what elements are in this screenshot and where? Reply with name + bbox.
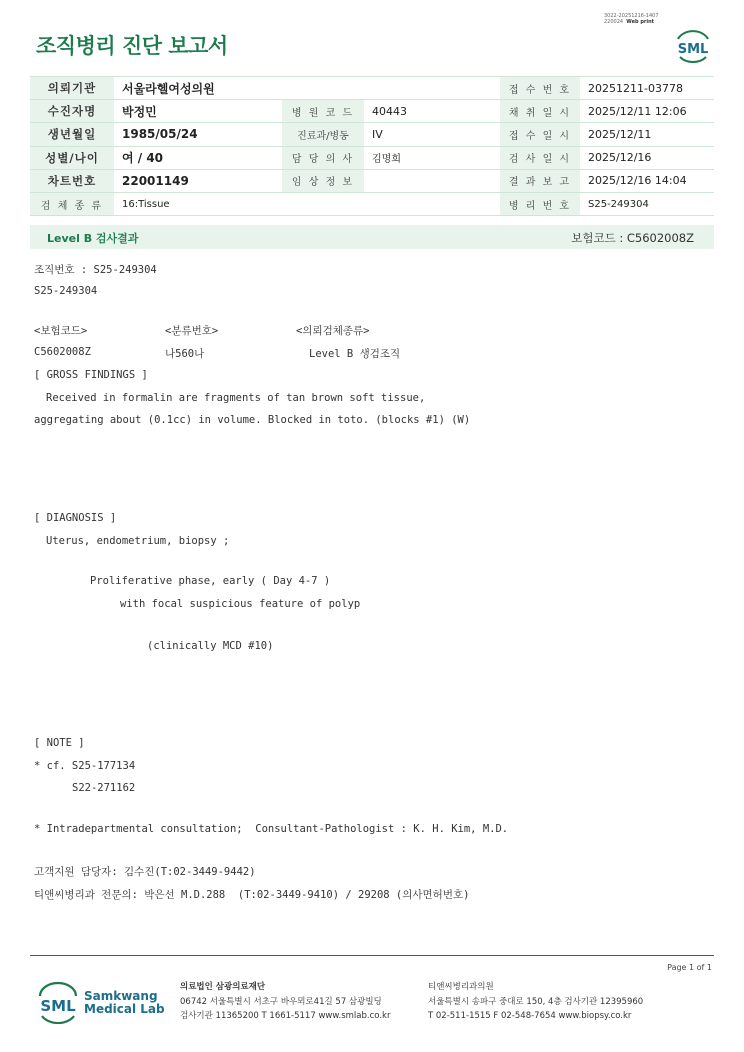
footer-org1-name: 의료법인 삼광의료재단 [180,982,266,992]
receipt-date-label: 접 수 일 시 [500,123,580,146]
specimen-label: 검 체 종 류 [30,192,114,215]
path-no-label: 병 리 번 호 [500,192,580,215]
doctor-value: 김명희 [364,146,500,169]
doctor-label: 담 당 의 사 [282,146,364,169]
diagnosis-line: with focal suspicious feature of polyp [120,598,361,610]
diagnosis-heading: [ DIAGNOSIS ] [34,512,117,524]
tissue-number: 조직번호 : S25-249304 [34,264,157,276]
footer-org2 [428,980,643,1024]
requester-label: 의뢰기관 [30,77,114,100]
gross-findings-heading: [ GROSS FINDINGS ] [34,369,148,381]
sml-logo [672,26,714,64]
info-row [30,100,714,123]
insurance-code-value: C5602008Z [34,346,91,358]
path-no-value: S25-249304 [580,192,714,215]
receipt-no-value: 20251211-03778 [580,77,714,100]
sml-footer-logo [36,980,80,1024]
note-heading: [ NOTE ] [34,737,85,749]
receipt-date-value: 2025/12/11 [580,123,714,146]
dob-value: 1985/05/24 [114,123,282,146]
clinical-value [364,169,500,192]
specimen-type-value: Level B 생검조직 [309,348,401,360]
class-number-heading: <분류번호> [165,325,219,337]
footer-org2-address: 서울특별시 송파구 중대로 150, 4층 검사기관 12395960 [428,996,644,1007]
class-number-value: 나560나 [165,348,205,360]
sex-age-label: 성별/나이 [30,146,114,169]
dept-label: 진료과/병동 [282,123,364,146]
chart-value: 22001149 [114,169,282,192]
sex-age-value: 여 / 40 [114,146,282,169]
result-section-header [30,225,714,249]
document-code [604,13,659,25]
section-title: Level B 검사결과 [47,232,139,245]
dept-value: IV [364,123,500,146]
tissue-number-repeat: S25-249304 [34,285,98,297]
specimen-value: 16:Tissue [114,192,500,215]
patient-info-table [30,76,714,216]
diagnosis-line: Proliferative phase, early ( Day 4-7 ) [90,575,331,587]
result-label: 결 과 보 고 [500,169,580,192]
page-number: Page 1 of 1 [667,963,712,972]
footer-org1 [180,980,390,1024]
page-title: 조직병리 진단 보고서 [36,34,228,58]
sml-logo-text: SML [677,42,709,57]
document-code-line1: 3022-20251216-1407 [604,13,659,19]
insurance-code-heading: <보험코드> [34,325,88,337]
customer-support-line: 고객지원 담당자: 김수진(T:02-3449-9442) [34,866,256,878]
exam-date-label: 검 사 일 시 [500,146,580,169]
footer-org1-address: 06742 서울특별시 서초구 바우뫼로41길 57 삼광빌딩 [180,996,382,1007]
hospital-code-value: 40443 [364,100,500,123]
pathologist-line: 티앤씨병리과 전문의: 박은선 M.D.288 (T:02-3449-9410) / 29208 (의사면허번호) [34,889,470,901]
footer-org2-contact: T 02-511-1515 F 02-548-7654 www.biopsy.co.kr [428,1011,632,1021]
gross-findings-line: Received in formalin are fragments of tan brown soft tissue, [46,392,426,404]
chart-label: 차트번호 [30,169,114,192]
footer-org1-contact: 검사기관 11365200 T 1661-5117 www.smlab.co.kr [180,1011,391,1021]
collect-label: 채 취 일 시 [500,100,580,123]
note-line: S22-271162 [72,782,136,794]
collect-value: 2025/12/11 12:06 [580,100,714,123]
hospital-code-label: 병 원 코 드 [282,100,364,123]
dob-label: 생년월일 [30,123,114,146]
brand-name [84,990,165,1016]
sml-footer-logo-text: SML [40,997,76,1015]
requester-value: 서울라헬여성의원 [114,77,500,100]
info-row [30,123,714,146]
info-row [30,77,714,100]
note-line: * cf. S25-177134 [34,760,136,772]
receipt-no-label: 접 수 번 호 [500,77,580,100]
gross-findings-line: aggregating about (0.1cc) in volume. Blocked in toto. (blocks #1) (W) [34,414,471,426]
info-row [30,169,714,192]
clinical-label: 임 상 정 보 [282,169,364,192]
diagnosis-line: Uterus, endometrium, biopsy ; [46,535,230,547]
insurance-code: 보험코드 : C5602008Z [571,231,694,245]
brand-name-line1: Samkwang [84,989,158,1003]
info-row [30,146,714,169]
document-code-line2: 220024 Web print [604,19,655,25]
patient-value: 박정민 [114,100,282,123]
diagnosis-line: (clinically MCD #10) [147,640,274,652]
specimen-type-heading: <의뢰검체종류> [296,325,370,337]
exam-date-value: 2025/12/16 [580,146,714,169]
patient-label: 수진자명 [30,100,114,123]
brand-name-line2: Medical Lab [84,1002,165,1016]
result-value: 2025/12/16 14:04 [580,169,714,192]
consultation-line: * Intradepartmental consultation; Consultant-Pathologist : K. H. Kim, M.D. [34,823,509,835]
footer-divider [30,955,714,956]
footer-org2-name: 티앤씨병리과의원 [428,982,494,992]
info-row [30,192,714,215]
